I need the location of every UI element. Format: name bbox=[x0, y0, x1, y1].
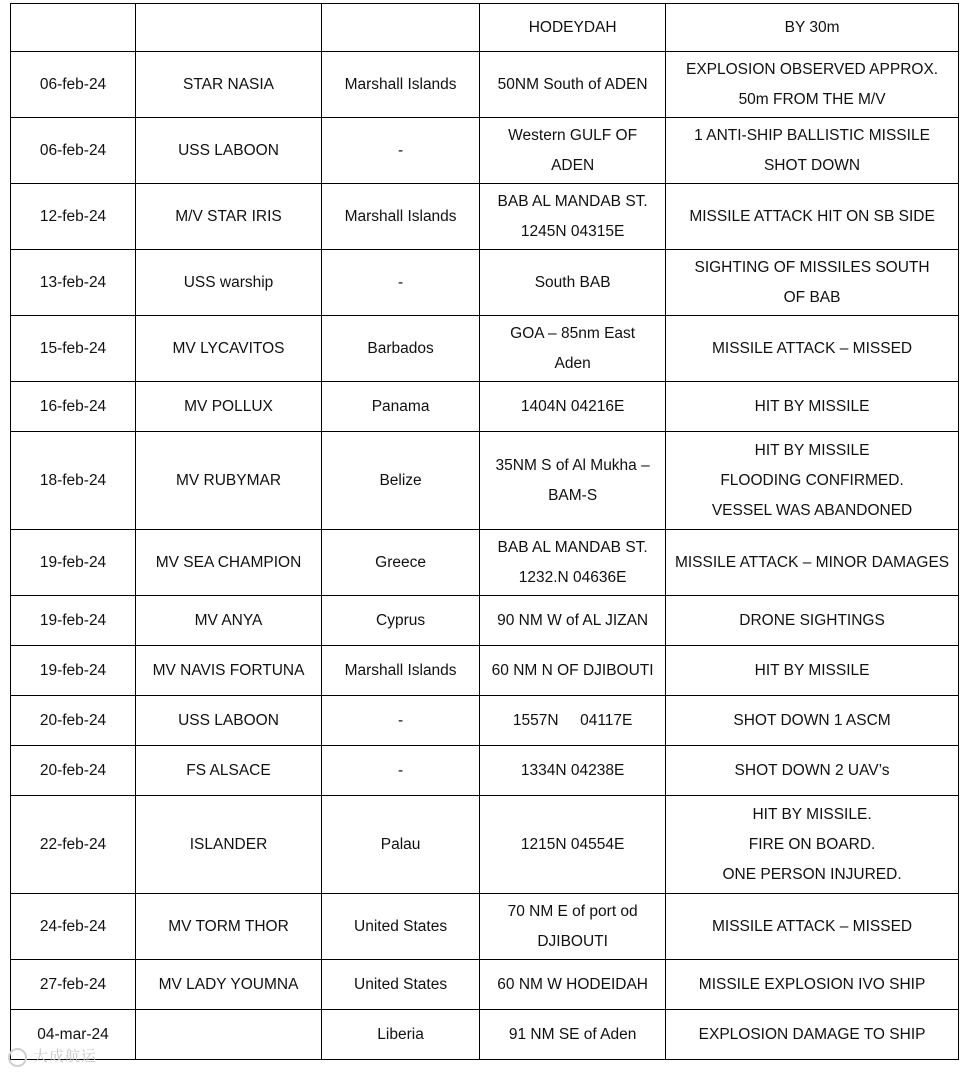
incident-table-body bbox=[11, 4, 959, 1060]
table-row bbox=[11, 796, 959, 894]
location-line: 1404N 04216E bbox=[520, 397, 625, 415]
event-line: 1 ANTI-SHIP BALLISTIC MISSILE bbox=[694, 126, 930, 144]
location-line: 1232.N 04636E bbox=[518, 568, 627, 586]
location-cell bbox=[480, 250, 666, 316]
vessel-cell: USS LABOON bbox=[136, 118, 322, 184]
watermark-logo-icon bbox=[8, 1048, 27, 1067]
event-line: MISSILE ATTACK – MINOR DAMAGES bbox=[674, 553, 950, 571]
table-row bbox=[11, 696, 959, 746]
table-row bbox=[11, 52, 959, 118]
flag-cell bbox=[321, 4, 479, 52]
location-line: 1334N 04238E bbox=[520, 761, 625, 779]
event-cell bbox=[666, 596, 959, 646]
date-cell: 18-feb-24 bbox=[11, 432, 136, 530]
location-line: 60 NM N OF DJIBOUTI bbox=[491, 661, 654, 679]
location-cell bbox=[480, 1010, 666, 1060]
date-cell: 19-feb-24 bbox=[11, 530, 136, 596]
date-cell: 20-feb-24 bbox=[11, 696, 136, 746]
event-cell bbox=[666, 530, 959, 596]
date-cell: 06-feb-24 bbox=[11, 118, 136, 184]
location-cell bbox=[480, 382, 666, 432]
date-cell: 27-feb-24 bbox=[11, 960, 136, 1010]
event-cell bbox=[666, 796, 959, 894]
table-row bbox=[11, 432, 959, 530]
event-line: OF BAB bbox=[783, 288, 841, 306]
event-line: SHOT DOWN bbox=[763, 156, 861, 174]
location-line: 1245N 04315E bbox=[520, 222, 625, 240]
event-line: SHOT DOWN 1 ASCM bbox=[733, 711, 891, 729]
flag-cell: Marshall Islands bbox=[321, 52, 479, 118]
location-line: 60 NM W HODEIDAH bbox=[497, 975, 648, 993]
date-cell: 13-feb-24 bbox=[11, 250, 136, 316]
vessel-cell: STAR NASIA bbox=[136, 52, 322, 118]
event-line: VESSEL WAS ABANDONED bbox=[711, 501, 913, 519]
location-line: Western GULF OF bbox=[508, 126, 638, 144]
location-line: GOA – 85nm East bbox=[510, 324, 636, 342]
table-row bbox=[11, 250, 959, 316]
flag-cell: Palau bbox=[321, 796, 479, 894]
flag-cell: - bbox=[321, 696, 479, 746]
location-cell bbox=[480, 796, 666, 894]
event-line: FIRE ON BOARD. bbox=[748, 835, 876, 853]
table-row bbox=[11, 118, 959, 184]
vessel-cell bbox=[136, 1010, 322, 1060]
vessel-cell: MV SEA CHAMPION bbox=[136, 530, 322, 596]
event-line: SIGHTING OF MISSILES SOUTH bbox=[694, 258, 930, 276]
location-cell bbox=[480, 696, 666, 746]
date-cell bbox=[11, 4, 136, 52]
vessel-cell: MV NAVIS FORTUNA bbox=[136, 646, 322, 696]
event-line: EXPLOSION DAMAGE TO SHIP bbox=[698, 1025, 926, 1043]
vessel-cell: MV LADY YOUMNA bbox=[136, 960, 322, 1010]
date-cell: 15-feb-24 bbox=[11, 316, 136, 382]
flag-cell: Liberia bbox=[321, 1010, 479, 1060]
table-row bbox=[11, 530, 959, 596]
vessel-cell: FS ALSACE bbox=[136, 746, 322, 796]
location-cell bbox=[480, 52, 666, 118]
event-cell bbox=[666, 4, 959, 52]
table-row bbox=[11, 1010, 959, 1060]
location-line: BAB AL MANDAB ST. bbox=[497, 538, 648, 556]
location-cell bbox=[480, 316, 666, 382]
date-cell: 24-feb-24 bbox=[11, 894, 136, 960]
location-line: BAM-S bbox=[548, 486, 598, 504]
flag-cell: Belize bbox=[321, 432, 479, 530]
location-line: 90 NM W of AL JIZAN bbox=[497, 611, 649, 629]
date-cell: 19-feb-24 bbox=[11, 596, 136, 646]
location-line: 35NM S of Al Mukha – bbox=[495, 456, 650, 474]
date-cell: 04-mar-24 bbox=[11, 1010, 136, 1060]
date-cell: 06-feb-24 bbox=[11, 52, 136, 118]
date-cell: 22-feb-24 bbox=[11, 796, 136, 894]
location-cell bbox=[480, 432, 666, 530]
table-row bbox=[11, 960, 959, 1010]
location-cell bbox=[480, 960, 666, 1010]
event-cell bbox=[666, 382, 959, 432]
table-row bbox=[11, 646, 959, 696]
event-line: MISSILE EXPLOSION IVO SHIP bbox=[698, 975, 926, 993]
flag-cell: Cyprus bbox=[321, 596, 479, 646]
flag-cell: Greece bbox=[321, 530, 479, 596]
table-row bbox=[11, 894, 959, 960]
vessel-cell: USS LABOON bbox=[136, 696, 322, 746]
location-line: 70 NM E of port od bbox=[507, 902, 638, 920]
table-row bbox=[11, 746, 959, 796]
location-line: 1215N 04554E bbox=[520, 835, 625, 853]
date-cell: 19-feb-24 bbox=[11, 646, 136, 696]
event-cell bbox=[666, 696, 959, 746]
location-cell bbox=[480, 746, 666, 796]
table-row bbox=[11, 4, 959, 52]
event-line: MISSILE ATTACK – MISSED bbox=[711, 917, 913, 935]
event-line: SHOT DOWN 2 UAV’s bbox=[734, 761, 890, 779]
vessel-cell: ISLANDER bbox=[136, 796, 322, 894]
event-line: ONE PERSON INJURED. bbox=[722, 865, 902, 883]
table-row bbox=[11, 316, 959, 382]
location-line: ADEN bbox=[551, 156, 595, 174]
flag-cell: - bbox=[321, 118, 479, 184]
date-cell: 20-feb-24 bbox=[11, 746, 136, 796]
vessel-cell bbox=[136, 4, 322, 52]
event-line: MISSILE ATTACK HIT ON SB SIDE bbox=[689, 207, 935, 225]
location-cell bbox=[480, 530, 666, 596]
flag-cell: Barbados bbox=[321, 316, 479, 382]
event-line: HIT BY MISSILE bbox=[754, 661, 870, 679]
location-line: BAB AL MANDAB ST. bbox=[497, 192, 648, 210]
location-line: DJIBOUTI bbox=[537, 932, 608, 950]
location-cell bbox=[480, 118, 666, 184]
vessel-cell: MV LYCAVITOS bbox=[136, 316, 322, 382]
table-row bbox=[11, 382, 959, 432]
flag-cell: Marshall Islands bbox=[321, 184, 479, 250]
event-cell bbox=[666, 316, 959, 382]
event-cell bbox=[666, 646, 959, 696]
location-cell bbox=[480, 596, 666, 646]
location-cell bbox=[480, 184, 666, 250]
event-line: 50m FROM THE M/V bbox=[738, 90, 886, 108]
vessel-cell: MV RUBYMAR bbox=[136, 432, 322, 530]
incident-table bbox=[10, 3, 959, 1060]
vessel-cell: USS warship bbox=[136, 250, 322, 316]
location-cell bbox=[480, 894, 666, 960]
flag-cell: Marshall Islands bbox=[321, 646, 479, 696]
location-line: 1557N 04117E bbox=[512, 711, 633, 729]
event-line: BY 30m bbox=[784, 18, 840, 36]
flag-cell: United States bbox=[321, 894, 479, 960]
flag-cell: - bbox=[321, 746, 479, 796]
event-line: EXPLOSION OBSERVED APPROX. bbox=[685, 60, 939, 78]
table-row bbox=[11, 596, 959, 646]
vessel-cell: MV TORM THOR bbox=[136, 894, 322, 960]
location-line: 91 NM SE of Aden bbox=[508, 1025, 637, 1043]
flag-cell: Panama bbox=[321, 382, 479, 432]
date-cell: 16-feb-24 bbox=[11, 382, 136, 432]
event-line: HIT BY MISSILE bbox=[754, 441, 870, 459]
location-line: HODEYDAH bbox=[528, 18, 617, 36]
event-line: DRONE SIGHTINGS bbox=[739, 611, 885, 629]
watermark-text: 大成航运 bbox=[33, 1048, 98, 1065]
vessel-cell: MV ANYA bbox=[136, 596, 322, 646]
location-line: 50NM South of ADEN bbox=[497, 75, 648, 93]
event-cell bbox=[666, 432, 959, 530]
date-cell: 12-feb-24 bbox=[11, 184, 136, 250]
flag-cell: - bbox=[321, 250, 479, 316]
vessel-cell: MV POLLUX bbox=[136, 382, 322, 432]
event-line: HIT BY MISSILE bbox=[754, 397, 870, 415]
event-cell bbox=[666, 960, 959, 1010]
vessel-cell: M/V STAR IRIS bbox=[136, 184, 322, 250]
event-cell bbox=[666, 894, 959, 960]
event-line: MISSILE ATTACK – MISSED bbox=[711, 339, 913, 357]
event-cell bbox=[666, 118, 959, 184]
event-cell bbox=[666, 184, 959, 250]
event-line: FLOODING CONFIRMED. bbox=[720, 471, 904, 489]
event-cell bbox=[666, 1010, 959, 1060]
location-cell bbox=[480, 646, 666, 696]
event-cell bbox=[666, 250, 959, 316]
event-line: HIT BY MISSILE. bbox=[752, 805, 872, 823]
event-cell bbox=[666, 746, 959, 796]
location-line: Aden bbox=[554, 354, 591, 372]
location-line: South BAB bbox=[534, 273, 611, 291]
table-row bbox=[11, 184, 959, 250]
event-cell bbox=[666, 52, 959, 118]
location-cell bbox=[480, 4, 666, 52]
watermark bbox=[8, 1045, 97, 1067]
flag-cell: United States bbox=[321, 960, 479, 1010]
